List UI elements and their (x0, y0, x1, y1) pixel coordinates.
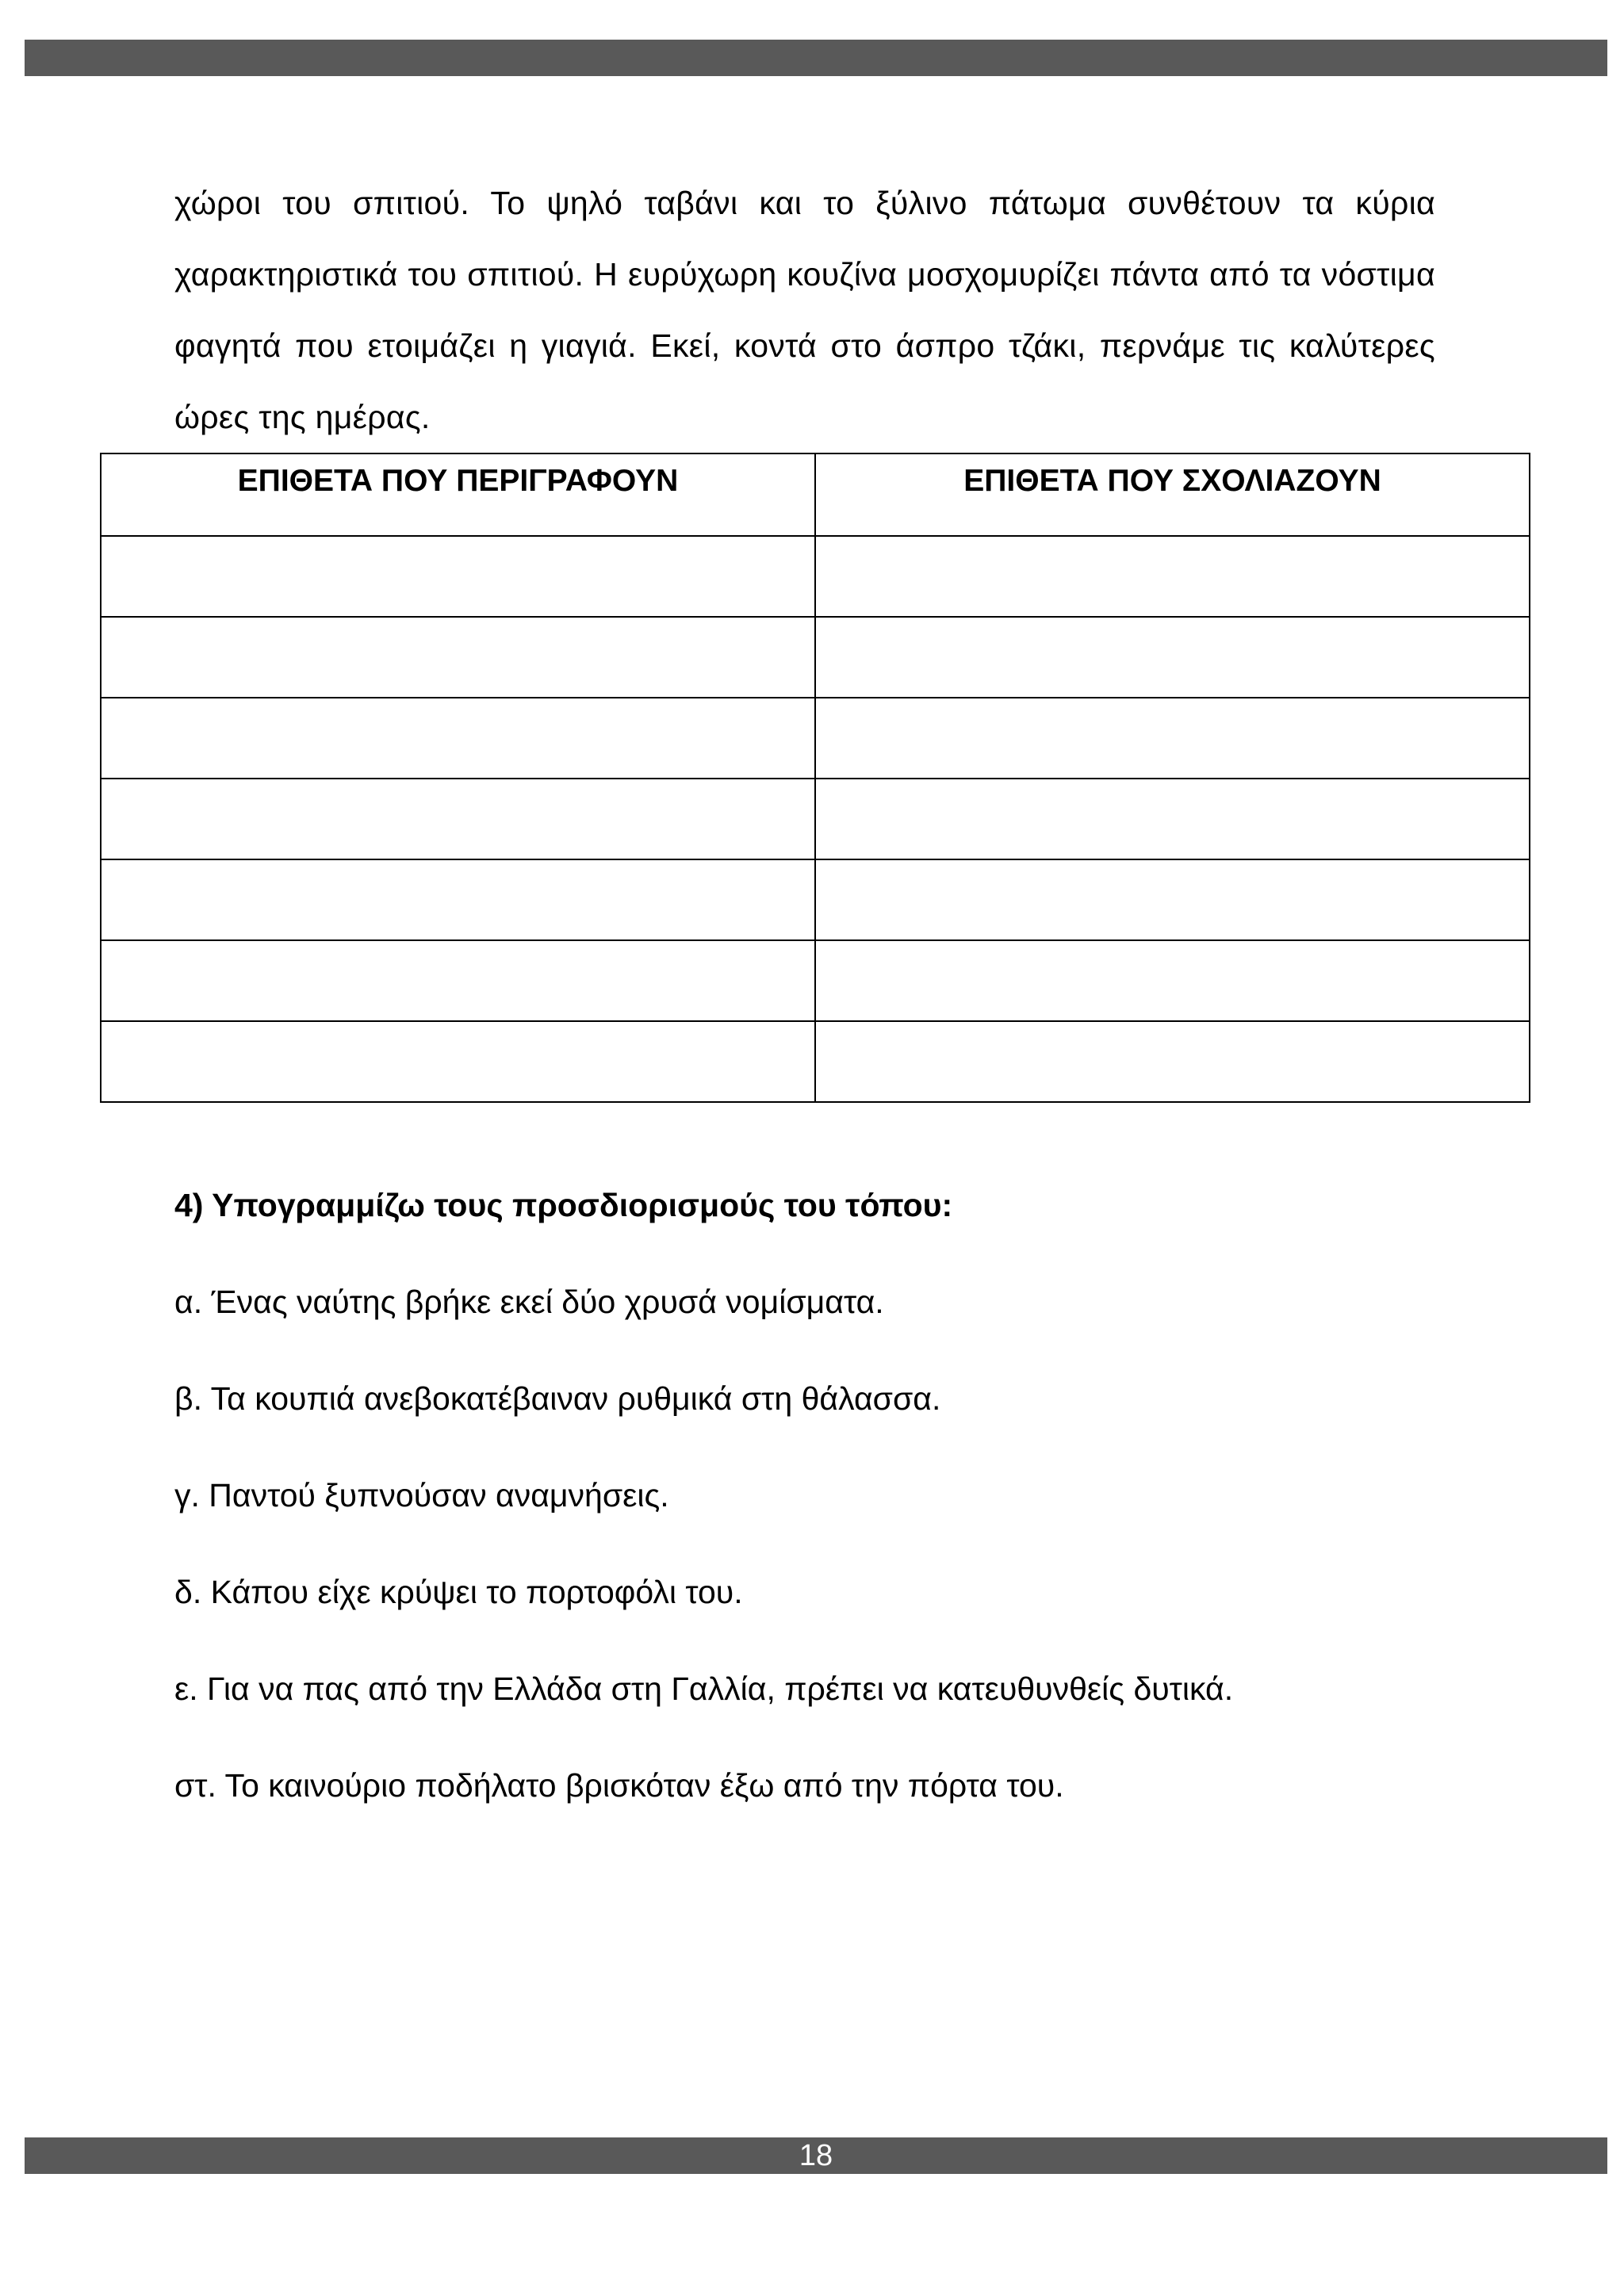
exercise-sentence-b: β. Τα κουπιά ανεβοκατέβαιναν ρυθμικά στη θάλασσα. (174, 1380, 941, 1417)
table-cell-describing[interactable] (101, 617, 815, 698)
exercise-sentence-c: γ. Παντού ξυπνούσαν αναμνήσεις. (174, 1477, 669, 1513)
table-row (101, 698, 1530, 779)
table-cell-describing[interactable] (101, 940, 815, 1021)
table-cell-commenting[interactable] (815, 536, 1530, 617)
table-cell-describing[interactable] (101, 1021, 815, 1102)
table-row (101, 779, 1530, 859)
exercise-section (174, 1181, 1522, 1858)
table-cell-commenting[interactable] (815, 698, 1530, 779)
table-cell-describing[interactable] (101, 698, 815, 779)
exercise-sentence-d: δ. Κάπου είχε κρύψει το πορτοφόλι του. (174, 1574, 743, 1610)
table-cell-commenting[interactable] (815, 859, 1530, 940)
table-cell-commenting[interactable] (815, 940, 1530, 1021)
table-header-commenting: ΕΠΙΘΕΤΑ ΠΟΥ ΣΧΟΛΙΑΖΟΥΝ (815, 453, 1530, 536)
table-cell-describing[interactable] (101, 859, 815, 940)
table-row (101, 617, 1530, 698)
table-cell-commenting[interactable] (815, 1021, 1530, 1102)
table-row (101, 859, 1530, 940)
table-row (101, 1021, 1530, 1102)
header-bar (25, 40, 1607, 76)
page-number: 18 (799, 2139, 833, 2172)
exercise-title: 4) Υπογραμμίζω τους προσδιορισμούς του τόπου: (174, 1187, 953, 1223)
table-cell-commenting[interactable] (815, 779, 1530, 859)
intro-paragraph: χώροι του σπιτιού. Το ψηλό ταβάνι και το ξύλινο πάτωμα συνθέτουν τα κύρια χαρακτηριστικά του σπιτιού. Η ευρύχωρη κουζίνα μοσχομυρίζει πάντα από τα νόστιμα φαγητά που ετοιμάζει η γιαγιά. Εκεί, κοντά στο άσπρο τζάκι, περνάμε τις καλύτερες ώρες της ημέρας. (174, 185, 1435, 435)
table-header-describing: ΕΠΙΘΕΤΑ ΠΟΥ ΠΕΡΙΓΡΑΦΟΥΝ (101, 453, 815, 536)
exercise-sentence-st: στ. Το καινούριο ποδήλατο βρισκόταν έξω από την πόρτα του. (174, 1767, 1064, 1804)
table-cell-describing[interactable] (101, 779, 815, 859)
table-row (101, 940, 1530, 1021)
table-cell-commenting[interactable] (815, 617, 1530, 698)
table-cell-describing[interactable] (101, 536, 815, 617)
table-header-row (101, 453, 1530, 536)
table-row (101, 536, 1530, 617)
exercise-sentence-a: α. Ένας ναύτης βρήκε εκεί δύο χρυσά νομίσματα. (174, 1284, 884, 1320)
adjectives-table (100, 453, 1530, 1103)
footer-bar (25, 2137, 1607, 2174)
exercise-sentence-e: ε. Για να πας από την Ελλάδα στη Γαλλία, πρέπει να κατευθυνθείς δυτικά. (174, 1670, 1234, 1707)
